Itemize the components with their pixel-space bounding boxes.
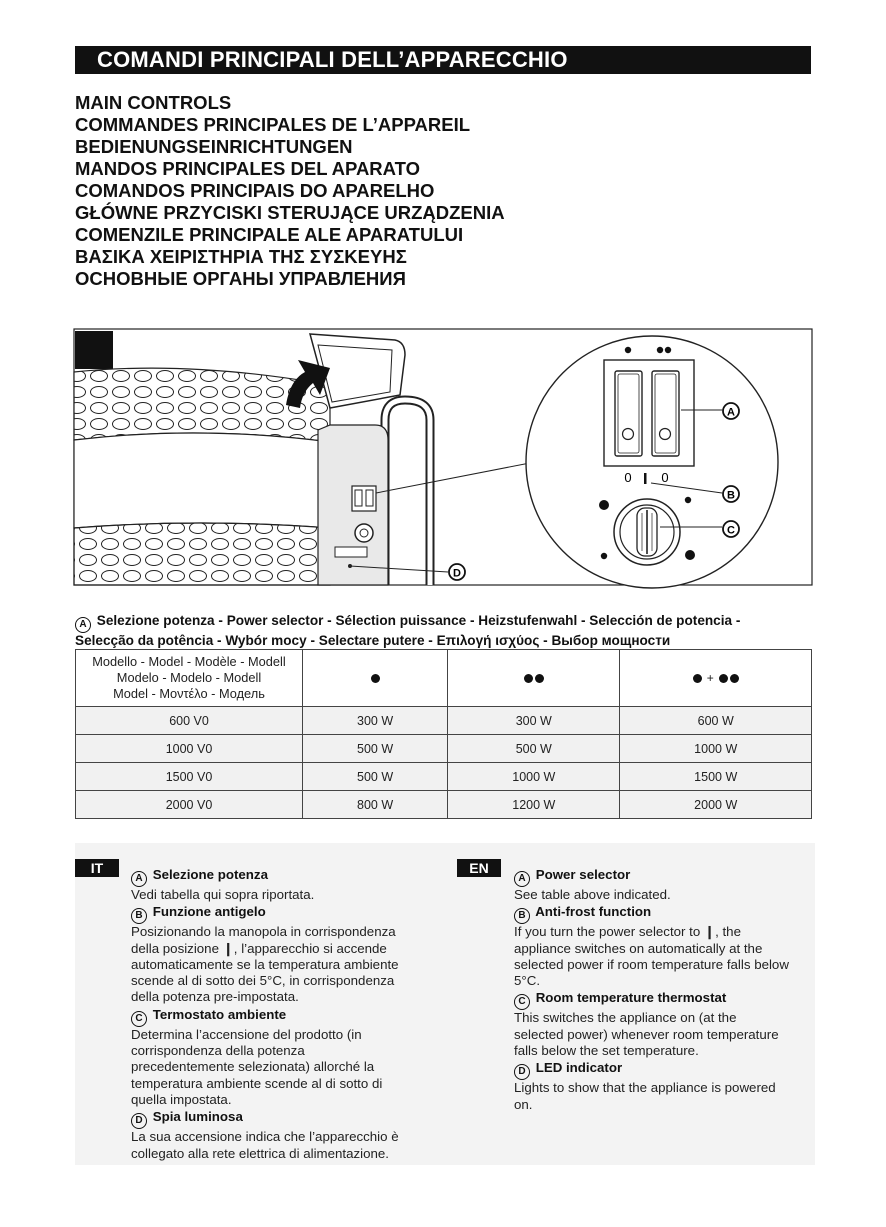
letter-a-icon: A [514, 871, 530, 887]
figure-corner-marker [75, 331, 113, 369]
dot-icon [693, 674, 702, 683]
dot-icon [524, 674, 533, 683]
item-title: D Spia luminosa [131, 1109, 441, 1129]
switch-mark-right: 0 [661, 470, 669, 485]
callout-b [723, 486, 739, 502]
model-cell: 2000 V0 [76, 791, 303, 819]
item-title: B Funzione antigelo [131, 904, 441, 924]
callout-a [723, 403, 739, 419]
heading-pt: COMANDOS PRINCIPAIS DO APARELHO [75, 180, 435, 201]
power-table [75, 649, 812, 819]
heading-en: MAIN CONTROLS [75, 92, 232, 113]
model-cell: 1000 V0 [76, 735, 303, 763]
item-title: D LED indicator [514, 1060, 814, 1080]
svg-text:D: D [453, 567, 461, 580]
model-cell: 1500 V0 [76, 763, 303, 791]
svg-text:A: A [727, 406, 735, 419]
letter-b-icon: B [131, 908, 147, 924]
power-level-2-header [448, 650, 620, 707]
item-title: C Termostato ambiente [131, 1007, 441, 1027]
power-cell: 2000 W [620, 791, 812, 819]
table-row [76, 735, 812, 763]
power-level-1-header [303, 650, 448, 707]
dot-icon [371, 674, 380, 683]
description-column-it: A Selezione potenza Vedi tabella qui sopra riportata. B Funzione antigelo Posizionando la manopola in corrispondenza della posizione ❙, l’apparecchio si accende automaticamente se la temperatura ambiente scende al di sotto dei 5°C, in corrispondenza della potenza pre-impostata. C Termostato ambiente Determina l’accensione del prodotto (in corrispondenza della potenza precedentemente selezionata) allorché la temperatura ambiente scende al di sotto di quella impostata. D Spia luminosa La sua accensione indica che l’apparecchio è collegato alla rete elettrica di alimentazione. [131, 866, 441, 1162]
dot-icon [730, 674, 739, 683]
item-title: B Anti-frost function [514, 904, 814, 924]
heading-de: BEDIENUNGSEINRICHTUNGEN [75, 136, 353, 157]
power-cell: 500 W [448, 735, 620, 763]
dot-icon [535, 674, 544, 683]
callout-c [723, 521, 739, 537]
table-row [76, 707, 812, 735]
language-badge-en: EN [457, 859, 501, 877]
power-cell: 1200 W [448, 791, 620, 819]
bottom-grille [74, 523, 330, 585]
power-cell: 600 W [620, 707, 812, 735]
page-title: COMANDI PRINCIPALI DELL’APPARECCHIO [75, 46, 811, 74]
power-switch-2 [652, 371, 679, 456]
appliance-illustration [0, 325, 886, 595]
description-column-en: A Power selector See table above indicated. B Anti-frost function If you turn the power selector to ❙, the appliance switches on automatically at the selected power if room temperature falls below 5°C. C Room temperature thermostat This switches the appliance on (at the selected power) whenever room temperature falls below the set temperature. D LED indicator Lights to show that the appliance is powered on. [514, 866, 814, 1113]
power-level-3-header: + [620, 650, 812, 707]
letter-d-icon: D [131, 1113, 147, 1129]
callout-d [449, 564, 465, 580]
control-knob-small [355, 524, 373, 542]
power-cell: 1000 W [620, 735, 812, 763]
heading-ru: ОСНОВНЫЕ ОРГАНЫ УПРАВЛЕНИЯ [75, 268, 406, 289]
model-cell: 600 V0 [76, 707, 303, 735]
heading-es: MANDOS PRINCIPALES DEL APARATO [75, 158, 421, 179]
letter-b-icon: B [514, 908, 530, 924]
heading-fr: COMMANDES PRINCIPALES DE L’APPAREIL [75, 114, 471, 135]
letter-a-icon: A [75, 617, 91, 633]
language-badge-it: IT [75, 859, 119, 877]
letter-a-icon: A [131, 871, 147, 887]
dot-icon [719, 674, 728, 683]
power-cell: 1500 W [620, 763, 812, 791]
heading-ro: COMENZILE PRINCIPALE ALE APARATULUI [75, 224, 464, 245]
item-title: A Power selector [514, 867, 814, 887]
power-cell: 800 W [303, 791, 448, 819]
svg-text:C: C [727, 524, 735, 537]
item-title: C Room temperature thermostat [514, 990, 814, 1010]
letter-d-icon: D [514, 1064, 530, 1080]
power-selector-title [75, 613, 815, 649]
front-panel [74, 433, 330, 528]
letter-c-icon: C [131, 1011, 147, 1027]
table-row [76, 791, 812, 819]
item-title: A Selezione potenza [131, 867, 441, 887]
model-column-header: Modello - Model - Modèle - Modell Modelo - Modelo - Modell Model - Μοντέλο - Модель [76, 650, 303, 707]
table-row [76, 763, 812, 791]
heading-list [75, 92, 505, 290]
heading-pl: GŁÓWNE PRZYCISKI STERUJĄCE URZĄDZENIA [75, 202, 505, 223]
letter-c-icon: C [514, 994, 530, 1010]
power-selector-line2: Selecção da potência - Wybór mocy - Selectare putere - Επιλογή ισχύος - Выбор мощности [75, 633, 671, 648]
power-cell: 1000 W [448, 763, 620, 791]
power-cell: 500 W [303, 763, 448, 791]
power-cell: 500 W [303, 735, 448, 763]
power-selector-line1: Selezione potenza - Power selector - Sélection puissance - Heizstufenwahl - Selección de potencia - [96, 613, 741, 628]
switch-mark-left: 0 [624, 470, 632, 485]
power-switch-1 [615, 371, 642, 456]
svg-text:B: B [727, 489, 735, 502]
power-cell: 300 W [303, 707, 448, 735]
power-cell: 300 W [448, 707, 620, 735]
heading-el: ΒΑΣΙΚΑ ΧΕΙΡΙΣΤΗΡΙΑ ΤΗΣ ΣΥΣΚΕΥΗΣ [75, 246, 407, 267]
